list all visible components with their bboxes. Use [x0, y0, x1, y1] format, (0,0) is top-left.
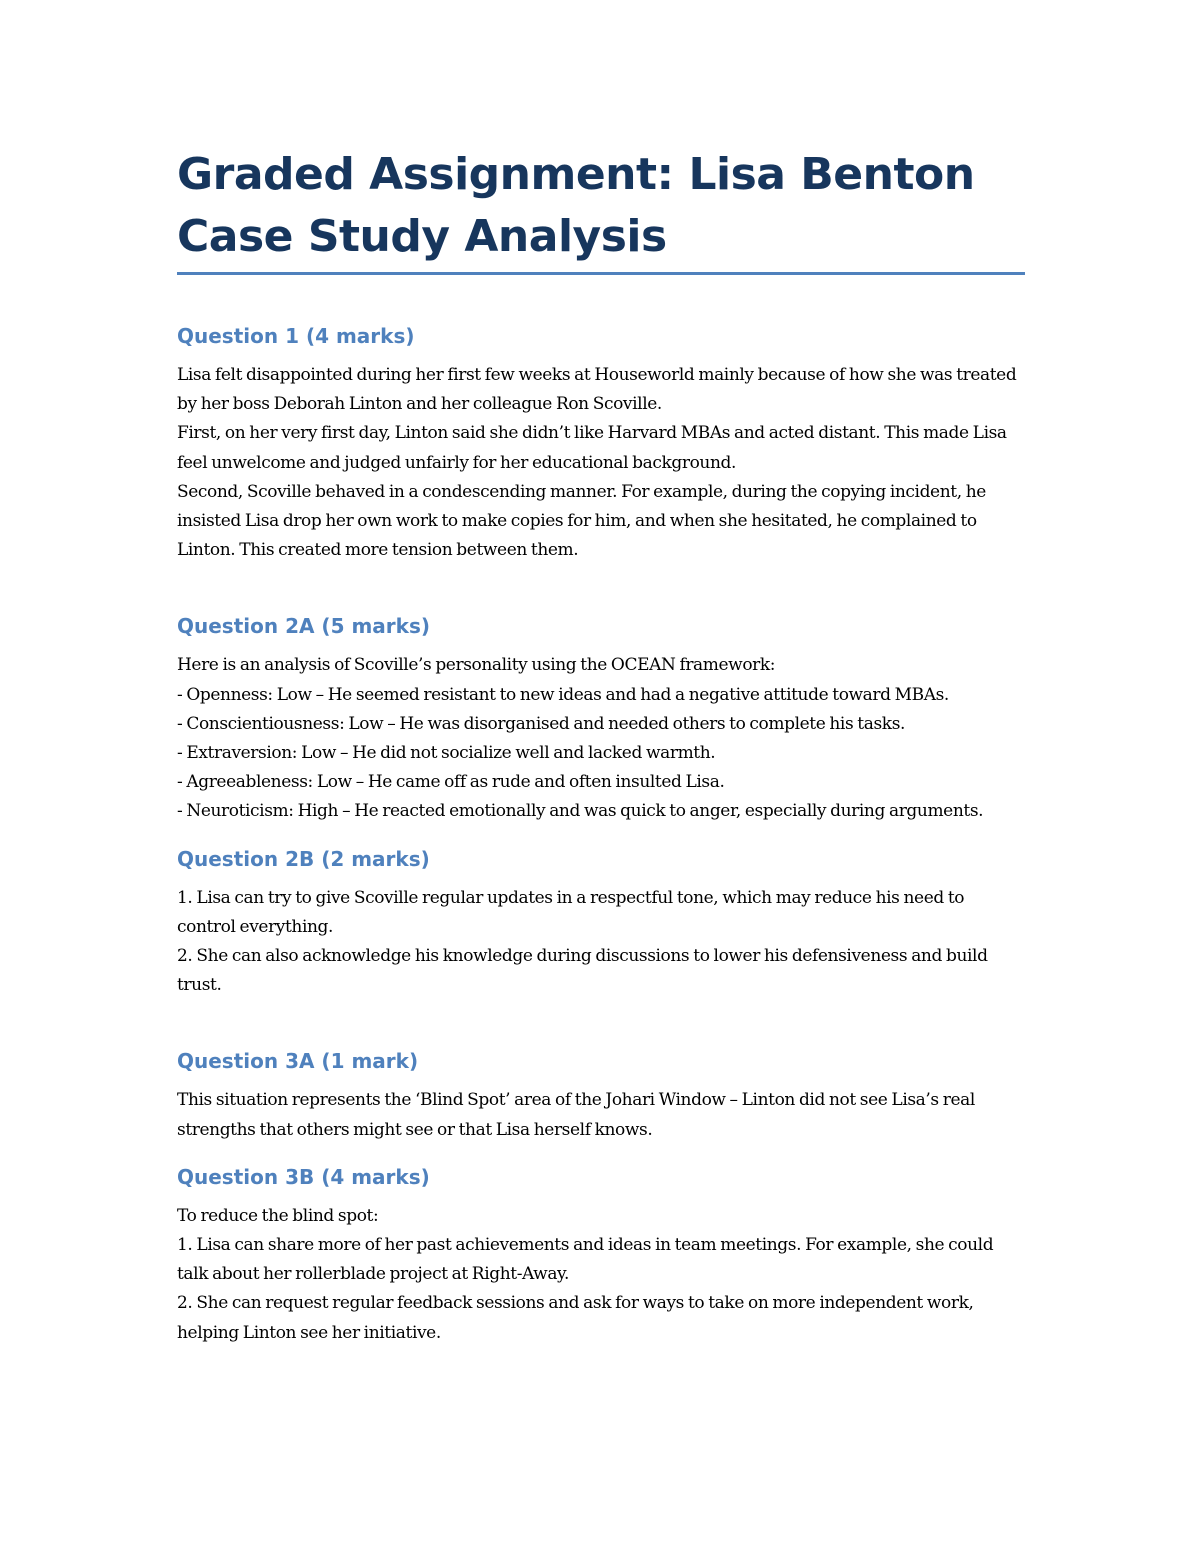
list-item: 1. Lisa can try to give Scoville regular updates in a respectful tone, which may reduce his need to control everything. — [177, 887, 965, 937]
section-question-2a — [177, 613, 1025, 826]
paragraph: Here is an analysis of Scoville’s personality using the OCEAN framework: — [177, 655, 776, 676]
section-question-1 — [177, 323, 1025, 565]
paragraph: Second, Scoville behaved in a condescending manner. For example, during the copying incident, he insisted Lisa drop her own work to make copies for him, and when she hesitated, he complained to Linton. This created more tension between them. — [177, 481, 986, 561]
section-heading: Question 2B (2 marks) — [177, 846, 430, 871]
list-item: 2. She can request regular feedback sessions and ask for ways to take on more independent work, helping Linton see her initiative. — [177, 1293, 974, 1343]
spacer — [177, 1145, 1025, 1164]
section-question-2b — [177, 846, 1025, 1001]
list-item: - Openness: Low – He seemed resistant to new ideas and had a negative attitude toward MBAs. — [177, 684, 949, 705]
section-question-3b — [177, 1164, 1025, 1348]
list-item: 1. Lisa can share more of her past achievements and ideas in team meetings. For example, she could talk about her rollerblade project at Right-Away. — [177, 1235, 994, 1285]
document-body — [177, 144, 1025, 1348]
section-question-3a — [177, 1048, 1025, 1144]
section-heading: Question 3B (4 marks) — [177, 1164, 430, 1189]
spacer — [177, 1000, 1025, 1048]
list-item: - Extraversion: Low – He did not socialize well and lacked warmth. — [177, 743, 716, 764]
spacer — [177, 565, 1025, 613]
list-item: - Agreeableness: Low – He came off as rude and often insulted Lisa. — [177, 772, 725, 793]
paragraph: To reduce the blind spot: — [177, 1205, 379, 1226]
paragraph: First, on her very first day, Linton said she didn’t like Harvard MBAs and acted distant. This made Lisa feel unwelcome and judged unfairly for her educational background. — [177, 423, 1007, 473]
paragraph: Lisa felt disappointed during her first few weeks at Houseworld mainly because of how she was treated by her boss Deborah Linton and her colleague Ron Scoville. — [177, 365, 1017, 415]
spacer — [177, 827, 1025, 846]
title-underline — [177, 272, 1025, 275]
paragraph: This situation represents the ‘Blind Spot’ area of the Johari Window – Linton did not see Lisa’s real strengths that others might see or that Lisa herself knows. — [177, 1090, 975, 1140]
list-item: - Neuroticism: High – He reacted emotionally and was quick to anger, especially during arguments. — [177, 801, 984, 822]
list-item: - Conscientiousness: Low – He was disorganised and needed others to complete his tasks. — [177, 713, 906, 734]
document-title: Graded Assignment: Lisa Benton Case Study Analysis — [177, 149, 975, 262]
section-heading: Question 2A (5 marks) — [177, 614, 430, 639]
section-heading: Question 1 (4 marks) — [177, 324, 415, 348]
list-item: 2. She can also acknowledge his knowledge during discussions to lower his defensiveness and build trust. — [177, 946, 988, 996]
section-heading: Question 3A (1 mark) — [177, 1049, 419, 1074]
